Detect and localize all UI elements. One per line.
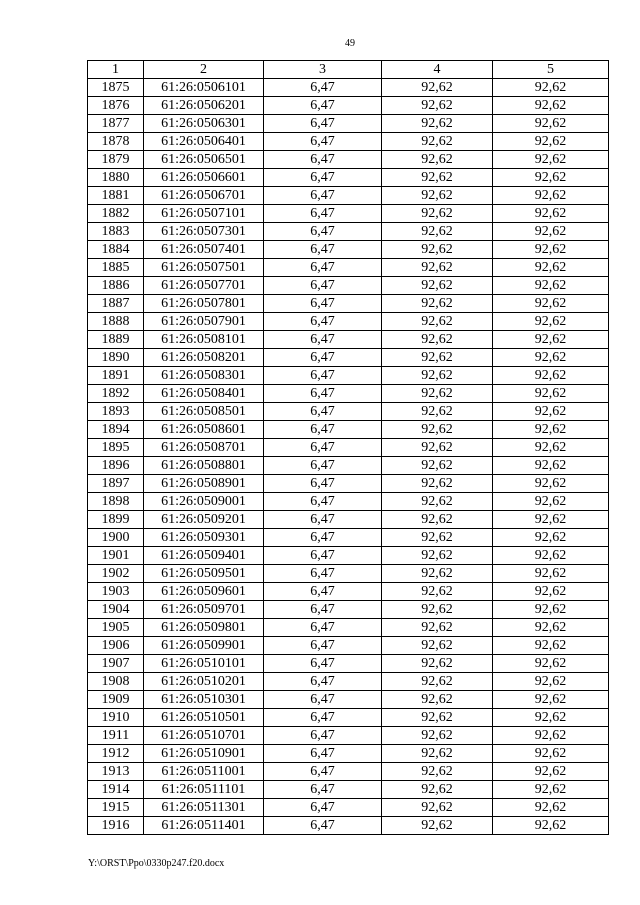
row-number-cell: 1911 [88,727,144,745]
row-number-cell: 1883 [88,223,144,241]
row-number-cell: 1894 [88,421,144,439]
value-cell-3: 6,47 [264,439,382,457]
value-cell-4: 92,62 [382,367,493,385]
value-cell-5: 92,62 [493,187,609,205]
value-cell-3: 6,47 [264,475,382,493]
column-header: 1 [88,61,144,79]
value-cell-4: 92,62 [382,79,493,97]
value-cell-4: 92,62 [382,421,493,439]
value-cell-3: 6,47 [264,601,382,619]
cadastral-number-cell: 61:26:0506401 [144,133,264,151]
cadastral-number-cell: 61:26:0508101 [144,331,264,349]
row-number-cell: 1881 [88,187,144,205]
row-number-cell: 1900 [88,529,144,547]
value-cell-3: 6,47 [264,709,382,727]
column-header: 5 [493,61,609,79]
table-row [88,475,609,493]
value-cell-5: 92,62 [493,547,609,565]
value-cell-5: 92,62 [493,97,609,115]
value-cell-4: 92,62 [382,691,493,709]
value-cell-3: 6,47 [264,583,382,601]
table-row [88,439,609,457]
value-cell-5: 92,62 [493,439,609,457]
value-cell-4: 92,62 [382,313,493,331]
value-cell-5: 92,62 [493,709,609,727]
value-cell-4: 92,62 [382,385,493,403]
row-number-cell: 1899 [88,511,144,529]
row-number-cell: 1889 [88,331,144,349]
table-row [88,817,609,835]
value-cell-4: 92,62 [382,331,493,349]
cadastral-number-cell: 61:26:0510501 [144,709,264,727]
cadastral-number-cell: 61:26:0509801 [144,619,264,637]
table-row [88,421,609,439]
cadastral-number-cell: 61:26:0508401 [144,385,264,403]
row-number-cell: 1913 [88,763,144,781]
value-cell-5: 92,62 [493,295,609,313]
value-cell-3: 6,47 [264,493,382,511]
row-number-cell: 1878 [88,133,144,151]
value-cell-3: 6,47 [264,511,382,529]
data-table [87,60,609,835]
row-number-cell: 1898 [88,493,144,511]
row-number-cell: 1909 [88,691,144,709]
row-number-cell: 1908 [88,673,144,691]
value-cell-4: 92,62 [382,817,493,835]
row-number-cell: 1902 [88,565,144,583]
row-number-cell: 1888 [88,313,144,331]
row-number-cell: 1877 [88,115,144,133]
cadastral-number-cell: 61:26:0509501 [144,565,264,583]
value-cell-3: 6,47 [264,115,382,133]
row-number-cell: 1897 [88,475,144,493]
cadastral-number-cell: 61:26:0507401 [144,241,264,259]
value-cell-4: 92,62 [382,655,493,673]
value-cell-5: 92,62 [493,277,609,295]
value-cell-5: 92,62 [493,745,609,763]
value-cell-4: 92,62 [382,529,493,547]
value-cell-4: 92,62 [382,601,493,619]
table-row [88,745,609,763]
row-number-cell: 1876 [88,97,144,115]
value-cell-3: 6,47 [264,259,382,277]
row-number-cell: 1912 [88,745,144,763]
value-cell-4: 92,62 [382,493,493,511]
value-cell-5: 92,62 [493,817,609,835]
cadastral-number-cell: 61:26:0511101 [144,781,264,799]
value-cell-5: 92,62 [493,349,609,367]
value-cell-5: 92,62 [493,133,609,151]
row-number-cell: 1901 [88,547,144,565]
value-cell-3: 6,47 [264,223,382,241]
table-row [88,619,609,637]
cadastral-number-cell: 61:26:0507301 [144,223,264,241]
value-cell-3: 6,47 [264,457,382,475]
cadastral-number-cell: 61:26:0507901 [144,313,264,331]
row-number-cell: 1892 [88,385,144,403]
cadastral-number-cell: 61:26:0508701 [144,439,264,457]
value-cell-3: 6,47 [264,565,382,583]
row-number-cell: 1884 [88,241,144,259]
value-cell-3: 6,47 [264,403,382,421]
table-row [88,799,609,817]
row-number-cell: 1891 [88,367,144,385]
value-cell-5: 92,62 [493,475,609,493]
value-cell-4: 92,62 [382,205,493,223]
value-cell-5: 92,62 [493,655,609,673]
value-cell-3: 6,47 [264,421,382,439]
value-cell-4: 92,62 [382,583,493,601]
row-number-cell: 1910 [88,709,144,727]
table-row [88,583,609,601]
value-cell-3: 6,47 [264,817,382,835]
value-cell-3: 6,47 [264,745,382,763]
value-cell-5: 92,62 [493,385,609,403]
value-cell-4: 92,62 [382,565,493,583]
value-cell-5: 92,62 [493,781,609,799]
cadastral-number-cell: 61:26:0510701 [144,727,264,745]
cadastral-number-cell: 61:26:0508301 [144,367,264,385]
value-cell-4: 92,62 [382,151,493,169]
value-cell-4: 92,62 [382,223,493,241]
cadastral-number-cell: 61:26:0510101 [144,655,264,673]
cadastral-number-cell: 61:26:0506201 [144,97,264,115]
value-cell-5: 92,62 [493,529,609,547]
cadastral-number-cell: 61:26:0508201 [144,349,264,367]
value-cell-4: 92,62 [382,259,493,277]
cadastral-number-cell: 61:26:0507701 [144,277,264,295]
cadastral-number-cell: 61:26:0511001 [144,763,264,781]
value-cell-4: 92,62 [382,133,493,151]
value-cell-5: 92,62 [493,493,609,511]
table-row [88,637,609,655]
cadastral-number-cell: 61:26:0507801 [144,295,264,313]
value-cell-3: 6,47 [264,313,382,331]
table-row [88,331,609,349]
value-cell-3: 6,47 [264,79,382,97]
value-cell-4: 92,62 [382,115,493,133]
cadastral-number-cell: 61:26:0508501 [144,403,264,421]
value-cell-4: 92,62 [382,403,493,421]
table-row [88,781,609,799]
value-cell-5: 92,62 [493,799,609,817]
table-row [88,151,609,169]
value-cell-5: 92,62 [493,637,609,655]
table-row [88,673,609,691]
value-cell-4: 92,62 [382,511,493,529]
cadastral-number-cell: 61:26:0509001 [144,493,264,511]
value-cell-4: 92,62 [382,475,493,493]
value-cell-3: 6,47 [264,673,382,691]
table-row [88,493,609,511]
row-number-cell: 1916 [88,817,144,835]
value-cell-5: 92,62 [493,241,609,259]
cadastral-number-cell: 61:26:0510301 [144,691,264,709]
cadastral-number-cell: 61:26:0509301 [144,529,264,547]
table-row [88,187,609,205]
value-cell-3: 6,47 [264,331,382,349]
row-number-cell: 1915 [88,799,144,817]
row-number-cell: 1903 [88,583,144,601]
value-cell-5: 92,62 [493,115,609,133]
row-number-cell: 1896 [88,457,144,475]
value-cell-5: 92,62 [493,727,609,745]
value-cell-3: 6,47 [264,187,382,205]
value-cell-5: 92,62 [493,583,609,601]
table-row [88,601,609,619]
value-cell-4: 92,62 [382,187,493,205]
value-cell-4: 92,62 [382,673,493,691]
value-cell-4: 92,62 [382,349,493,367]
cadastral-number-cell: 61:26:0506701 [144,187,264,205]
cadastral-number-cell: 61:26:0507501 [144,259,264,277]
value-cell-5: 92,62 [493,79,609,97]
value-cell-5: 92,62 [493,313,609,331]
footer-file-path: Y:\ORST\Ppo\0330p247.f20.docx [88,858,225,869]
value-cell-5: 92,62 [493,421,609,439]
table-row [88,367,609,385]
value-cell-3: 6,47 [264,349,382,367]
cadastral-number-cell: 61:26:0506501 [144,151,264,169]
cadastral-number-cell: 61:26:0508801 [144,457,264,475]
table-row [88,205,609,223]
row-number-cell: 1887 [88,295,144,313]
value-cell-3: 6,47 [264,133,382,151]
column-header: 2 [144,61,264,79]
value-cell-3: 6,47 [264,529,382,547]
table-row [88,457,609,475]
row-number-cell: 1882 [88,205,144,223]
value-cell-5: 92,62 [493,367,609,385]
value-cell-3: 6,47 [264,799,382,817]
table-header-row [88,61,609,79]
value-cell-5: 92,62 [493,619,609,637]
cadastral-number-cell: 61:26:0506301 [144,115,264,133]
value-cell-5: 92,62 [493,511,609,529]
value-cell-3: 6,47 [264,619,382,637]
table-row [88,511,609,529]
value-cell-5: 92,62 [493,169,609,187]
cadastral-number-cell: 61:26:0506101 [144,79,264,97]
table-row [88,709,609,727]
value-cell-5: 92,62 [493,151,609,169]
row-number-cell: 1906 [88,637,144,655]
cadastral-number-cell: 61:26:0508601 [144,421,264,439]
value-cell-3: 6,47 [264,763,382,781]
row-number-cell: 1879 [88,151,144,169]
table-body [88,79,609,835]
value-cell-4: 92,62 [382,457,493,475]
value-cell-3: 6,47 [264,205,382,223]
value-cell-5: 92,62 [493,565,609,583]
value-cell-5: 92,62 [493,457,609,475]
value-cell-5: 92,62 [493,403,609,421]
table-row [88,169,609,187]
cadastral-number-cell: 61:26:0511401 [144,817,264,835]
row-number-cell: 1904 [88,601,144,619]
value-cell-4: 92,62 [382,709,493,727]
table-row [88,133,609,151]
value-cell-5: 92,62 [493,259,609,277]
table-row [88,115,609,133]
value-cell-5: 92,62 [493,205,609,223]
table-row [88,691,609,709]
value-cell-3: 6,47 [264,277,382,295]
value-cell-4: 92,62 [382,781,493,799]
table-row [88,565,609,583]
cadastral-number-cell: 61:26:0509601 [144,583,264,601]
cadastral-number-cell: 61:26:0507101 [144,205,264,223]
table-row [88,223,609,241]
cadastral-number-cell: 61:26:0511301 [144,799,264,817]
value-cell-4: 92,62 [382,277,493,295]
value-cell-3: 6,47 [264,655,382,673]
row-number-cell: 1895 [88,439,144,457]
table-row [88,295,609,313]
cadastral-number-cell: 61:26:0509401 [144,547,264,565]
table-row [88,277,609,295]
row-number-cell: 1893 [88,403,144,421]
value-cell-4: 92,62 [382,439,493,457]
row-number-cell: 1885 [88,259,144,277]
row-number-cell: 1905 [88,619,144,637]
cadastral-number-cell: 61:26:0509901 [144,637,264,655]
value-cell-3: 6,47 [264,367,382,385]
value-cell-5: 92,62 [493,673,609,691]
value-cell-4: 92,62 [382,619,493,637]
cadastral-number-cell: 61:26:0510201 [144,673,264,691]
value-cell-4: 92,62 [382,169,493,187]
value-cell-5: 92,62 [493,601,609,619]
value-cell-3: 6,47 [264,151,382,169]
table-row [88,403,609,421]
table-row [88,241,609,259]
value-cell-3: 6,47 [264,547,382,565]
value-cell-4: 92,62 [382,97,493,115]
value-cell-4: 92,62 [382,295,493,313]
row-number-cell: 1907 [88,655,144,673]
table-row [88,259,609,277]
cadastral-number-cell: 61:26:0509201 [144,511,264,529]
value-cell-4: 92,62 [382,799,493,817]
value-cell-3: 6,47 [264,691,382,709]
column-header: 3 [264,61,382,79]
value-cell-4: 92,62 [382,241,493,259]
value-cell-3: 6,47 [264,295,382,313]
value-cell-5: 92,62 [493,223,609,241]
table-row [88,727,609,745]
value-cell-3: 6,47 [264,241,382,259]
row-number-cell: 1890 [88,349,144,367]
value-cell-3: 6,47 [264,385,382,403]
cadastral-number-cell: 61:26:0508901 [144,475,264,493]
value-cell-4: 92,62 [382,637,493,655]
table-row [88,547,609,565]
value-cell-4: 92,62 [382,727,493,745]
table-row [88,97,609,115]
table-row [88,79,609,97]
page-number: 49 [345,38,355,49]
cadastral-number-cell: 61:26:0510901 [144,745,264,763]
value-cell-3: 6,47 [264,781,382,799]
value-cell-4: 92,62 [382,547,493,565]
row-number-cell: 1880 [88,169,144,187]
value-cell-5: 92,62 [493,763,609,781]
row-number-cell: 1875 [88,79,144,97]
table-row [88,529,609,547]
table-row [88,763,609,781]
value-cell-3: 6,47 [264,169,382,187]
table-row [88,313,609,331]
row-number-cell: 1914 [88,781,144,799]
cadastral-number-cell: 61:26:0509701 [144,601,264,619]
value-cell-3: 6,47 [264,727,382,745]
column-header: 4 [382,61,493,79]
value-cell-3: 6,47 [264,97,382,115]
row-number-cell: 1886 [88,277,144,295]
cadastral-number-cell: 61:26:0506601 [144,169,264,187]
table-row [88,349,609,367]
value-cell-4: 92,62 [382,763,493,781]
table-row [88,655,609,673]
value-cell-5: 92,62 [493,691,609,709]
value-cell-5: 92,62 [493,331,609,349]
table-row [88,385,609,403]
value-cell-4: 92,62 [382,745,493,763]
value-cell-3: 6,47 [264,637,382,655]
